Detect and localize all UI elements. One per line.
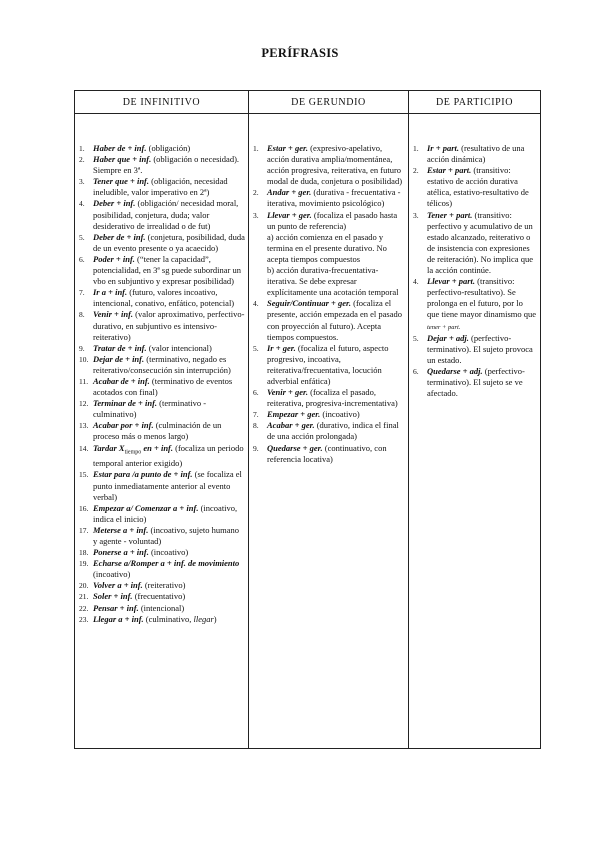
description: (terminativo de eventos acotados con final) xyxy=(93,375,233,398)
item-number: 2. xyxy=(413,166,419,176)
periphrasis-form: Tardar X xyxy=(93,442,125,453)
description: (terminativo, negado es reiterativo/consecución sin interrupción) xyxy=(93,353,231,375)
item-number: 7. xyxy=(79,288,85,298)
item-number: 4. xyxy=(253,299,259,309)
periphrasis-form: Meterse a + inf. xyxy=(93,524,149,535)
column-gerundio xyxy=(249,114,409,749)
description: (terminativo - culminativo) xyxy=(93,398,207,420)
subscript: tiempo xyxy=(124,449,142,456)
list-item xyxy=(79,287,245,309)
item-number: 1. xyxy=(79,144,85,153)
periphrasis-form: Quedarse + adj. xyxy=(427,365,483,376)
periphrasis-form: Tener + part. xyxy=(427,209,473,220)
periphrasis-form: Empezar + ger. xyxy=(267,409,321,420)
periphrasis-form: Seguir/Continuar + ger. xyxy=(267,298,351,309)
periphrasis-form: Acabar de + inf. xyxy=(93,375,150,386)
header-participio: DE PARTICIPIO xyxy=(409,91,541,114)
periphrasis-form: Acabar por + inf. xyxy=(93,420,154,431)
item-number: 9. xyxy=(253,443,259,453)
description: (focaliza el pasado, reiterativa, progresiva-incrementativa) xyxy=(267,387,398,409)
description: (continuativo, con referencia locativa) xyxy=(267,442,387,464)
item-number: 17. xyxy=(79,525,89,535)
list-gerundio xyxy=(253,143,405,465)
description: (frecuentativo) xyxy=(132,591,186,602)
header-gerundio: DE GERUNDIO xyxy=(249,91,409,114)
item-number: 6. xyxy=(79,254,85,264)
item-number: 10. xyxy=(79,354,89,364)
list-item xyxy=(79,469,245,502)
item-number: 2. xyxy=(79,155,85,165)
list-item xyxy=(79,176,245,198)
sub-point: a) acción comienza en el pasado y termina en el presente durativo. No acepta tiempos compuestos xyxy=(267,231,387,264)
list-item xyxy=(79,198,245,231)
periphrasis-form: Venir + ger. xyxy=(267,387,308,398)
list-item xyxy=(413,165,537,209)
periphrasis-form: Soler + inf. xyxy=(93,591,133,602)
item-number: 6. xyxy=(413,366,419,376)
description: (conjetura, posibilidad, duda de un evento presente o ya acaecido) xyxy=(93,231,245,253)
item-number: 7. xyxy=(253,410,259,420)
item-number: 2. xyxy=(253,188,259,198)
periphrasis-form: Estar para /a punto de + inf. xyxy=(93,469,193,480)
description: (“tener la capacidad”, potencialidad, en 3ª sg puede subordinar un vbo en subjuntivo y expresar posibilidad) xyxy=(93,253,241,287)
list-item xyxy=(253,343,405,387)
description: (obligación/ necesidad moral, posibilidad, conjetura, duda; valor desiderativo de irrealidad o de fut) xyxy=(93,198,239,231)
list-item xyxy=(413,276,537,332)
periphrasis-table xyxy=(74,90,541,749)
item-number: 8. xyxy=(253,421,259,431)
periphrasis-form: Estar + part. xyxy=(427,165,472,176)
list-item xyxy=(253,210,405,299)
item-number: 4. xyxy=(79,199,85,209)
list-item xyxy=(79,580,245,591)
description: (transitivo: perfectivo-resultativo). Se prolonga en el futuro, por lo que tiene mayor dinamismo que xyxy=(427,276,537,320)
periphrasis-form: Ir + ger. xyxy=(267,342,296,353)
periphrasis-form-cont: en + inf. xyxy=(141,442,174,453)
page-title: PERÍFRASIS xyxy=(261,46,339,60)
description: (perfectivo-terminativo). El sujeto provoca un estado. xyxy=(427,332,533,365)
periphrasis-form: Volver a + inf. xyxy=(93,580,143,591)
sub-point: b) acción durativa-frecuentativa-iterativa. Se debe expresar explícitamente una acotación temporal xyxy=(267,265,399,298)
list-item xyxy=(413,333,537,366)
periphrasis-form: Tener que + inf. xyxy=(93,176,150,187)
item-number: 6. xyxy=(253,388,259,398)
periphrasis-form: Ir a + inf. xyxy=(93,287,128,298)
item-number: 23. xyxy=(79,614,89,624)
periphrasis-form: Acabar + ger. xyxy=(267,420,315,431)
item-number: 5. xyxy=(253,343,259,353)
list-item xyxy=(79,309,245,342)
description: (incoativo, sujeto humano y agente - voluntad) xyxy=(93,524,240,546)
list-item xyxy=(413,143,537,165)
item-number: 13. xyxy=(79,421,89,431)
list-item xyxy=(79,603,245,614)
description: (reiterativo) xyxy=(142,580,186,591)
list-item xyxy=(79,443,245,470)
item-number: 16. xyxy=(79,503,89,513)
item-number: 1. xyxy=(253,144,259,153)
list-infinitivo xyxy=(79,143,245,625)
description: (focaliza un periodo temporal anterior exigido) xyxy=(93,442,244,469)
list-item xyxy=(79,503,245,525)
description: (perfectivo-terminativo). El sujeto se ve afectado. xyxy=(427,365,525,399)
description: (intencional) xyxy=(138,602,185,613)
list-item xyxy=(79,547,245,558)
periphrasis-form: Poder + inf. xyxy=(93,253,135,264)
list-item xyxy=(79,398,245,420)
periphrasis-form: Deber + inf. xyxy=(93,198,136,209)
list-item xyxy=(79,420,245,442)
list-item xyxy=(79,154,245,176)
periphrasis-form: Tratar de + inf. xyxy=(93,342,147,353)
periphrasis-form: Haber que + inf. xyxy=(93,154,152,165)
periphrasis-form: Dejar + adj. xyxy=(427,332,469,343)
description: (incoativo) xyxy=(93,569,131,580)
periphrasis-form: Quedarse + ger. xyxy=(267,442,323,453)
item-number: 9. xyxy=(79,343,85,353)
description: (obligación) xyxy=(146,143,191,153)
list-item xyxy=(79,376,245,398)
item-number: 8. xyxy=(79,310,85,320)
description: (futuro, valores incoativo, intencional, conativo, enfático, potencial) xyxy=(93,287,235,309)
periphrasis-form: Venir + inf. xyxy=(93,309,134,320)
item-number: 5. xyxy=(79,232,85,242)
list-item xyxy=(253,298,405,342)
item-number: 22. xyxy=(79,603,89,613)
item-number: 4. xyxy=(413,277,419,287)
periphrasis-form: Llevar + ger. xyxy=(267,209,312,220)
list-item xyxy=(413,366,537,399)
list-item xyxy=(79,143,245,154)
column-participio xyxy=(409,114,541,749)
periphrasis-form: Terminar de + inf. xyxy=(93,398,158,409)
list-item xyxy=(79,343,245,354)
description: (durativa - frecuentativa - iterativa, movimiento psicológico) xyxy=(267,187,401,209)
periphrasis-form: Haber de + inf. xyxy=(93,143,147,153)
description: (expresivo-apelativo, acción durativa amplia/momentánea, acción progresiva, reiterativa, en futuro modal de duda, conjetura o posibilidad) xyxy=(267,143,403,187)
item-number: 3. xyxy=(413,210,419,220)
description: (focaliza el pasado hasta un punto de referencia) xyxy=(267,209,398,231)
item-number: 15. xyxy=(79,470,89,480)
description: (valor intencional) xyxy=(146,342,212,353)
item-number: 19. xyxy=(79,559,89,569)
periphrasis-form: Echarse a/Romper a + inf. de movimiento xyxy=(93,558,240,569)
list-item xyxy=(79,232,245,254)
description: (durativo, indica el final de una acción prolongada) xyxy=(267,420,399,442)
periphrasis-form: Empezar a/ Comenzar a + inf. xyxy=(93,502,199,513)
list-item xyxy=(79,354,245,376)
description: (focaliza el futuro, aspecto progresivo, incoativa, reiterativa/frecuentativa, locución adverbial enfática) xyxy=(267,342,389,386)
item-number: 12. xyxy=(79,399,89,409)
description: (culminativo, xyxy=(143,613,194,624)
list-item xyxy=(79,558,245,580)
periphrasis-form: Llegar a + inf. xyxy=(93,613,144,624)
item-number: 14. xyxy=(79,443,89,453)
item-number: 3. xyxy=(253,210,259,220)
list-item xyxy=(253,409,405,420)
item-number: 21. xyxy=(79,592,89,602)
list-item xyxy=(413,210,537,277)
emphasis: tener + part. xyxy=(427,323,461,331)
periphrasis-form: Llevar + part. xyxy=(427,276,476,287)
description: (obligación, necesidad ineludible, valor imperativo en 2ª) xyxy=(93,176,228,198)
description-cont: ) xyxy=(213,613,217,624)
list-item xyxy=(79,591,245,602)
description: (se focaliza el punto inmediatamente anterior al evento verbal) xyxy=(93,469,242,502)
periphrasis-form: Deber de + inf. xyxy=(93,231,146,242)
description: (obligación o necesidad). Siempre en 3ª. xyxy=(93,154,240,176)
column-infinitivo xyxy=(75,114,249,749)
item-number: 1. xyxy=(413,144,419,153)
list-item xyxy=(253,443,405,465)
periphrasis-form: Andar + ger. xyxy=(267,187,312,198)
list-item xyxy=(253,143,405,187)
item-number: 20. xyxy=(79,581,89,591)
periphrasis-form: Pensar + inf. xyxy=(93,602,139,613)
description: (incoativo, indica el inicio) xyxy=(93,502,238,524)
description: (transitivo: estativo de acción durativa atélica, estativo-resultativo de télicos) xyxy=(427,165,529,209)
description: (valor aproximativo, perfectivo-durativo, en subjuntivo es intensivo-reiterativo) xyxy=(93,309,245,342)
description: (incoativo) xyxy=(148,547,189,558)
periphrasis-form: Dejar de + inf. xyxy=(93,353,145,364)
list-item xyxy=(79,614,245,625)
item-number: 11. xyxy=(79,376,89,386)
description: (incoativo) xyxy=(320,409,360,420)
description: (focaliza el presente, acción empezada en el pasado con proyección al futuro). Acepta tiempos compuestos. xyxy=(267,298,402,342)
description: (transitivo: perfectivo y acumulativo de un estado alcanzado, reiterativo o de insistencia con expresiones de reiteración). No implica que la acción continúe. xyxy=(427,209,533,276)
description: (resultativo de una acción dinámica) xyxy=(427,143,525,165)
header-infinitivo: DE INFINITIVO xyxy=(75,91,249,114)
item-number: 3. xyxy=(79,177,85,187)
emphasis: llegar xyxy=(193,613,214,624)
periphrasis-form: Estar + ger. xyxy=(267,143,308,153)
item-number: 18. xyxy=(79,548,89,558)
periphrasis-form: Ponerse a + inf. xyxy=(93,547,149,558)
list-item xyxy=(79,254,245,287)
list-participio xyxy=(413,143,537,399)
item-number: 5. xyxy=(413,333,419,343)
list-item xyxy=(79,525,245,547)
list-item xyxy=(253,187,405,209)
description: (culminación de un proceso más o menos largo) xyxy=(93,420,222,442)
periphrasis-form: Ir + part. xyxy=(427,143,460,153)
list-item xyxy=(253,387,405,409)
list-item xyxy=(253,420,405,442)
